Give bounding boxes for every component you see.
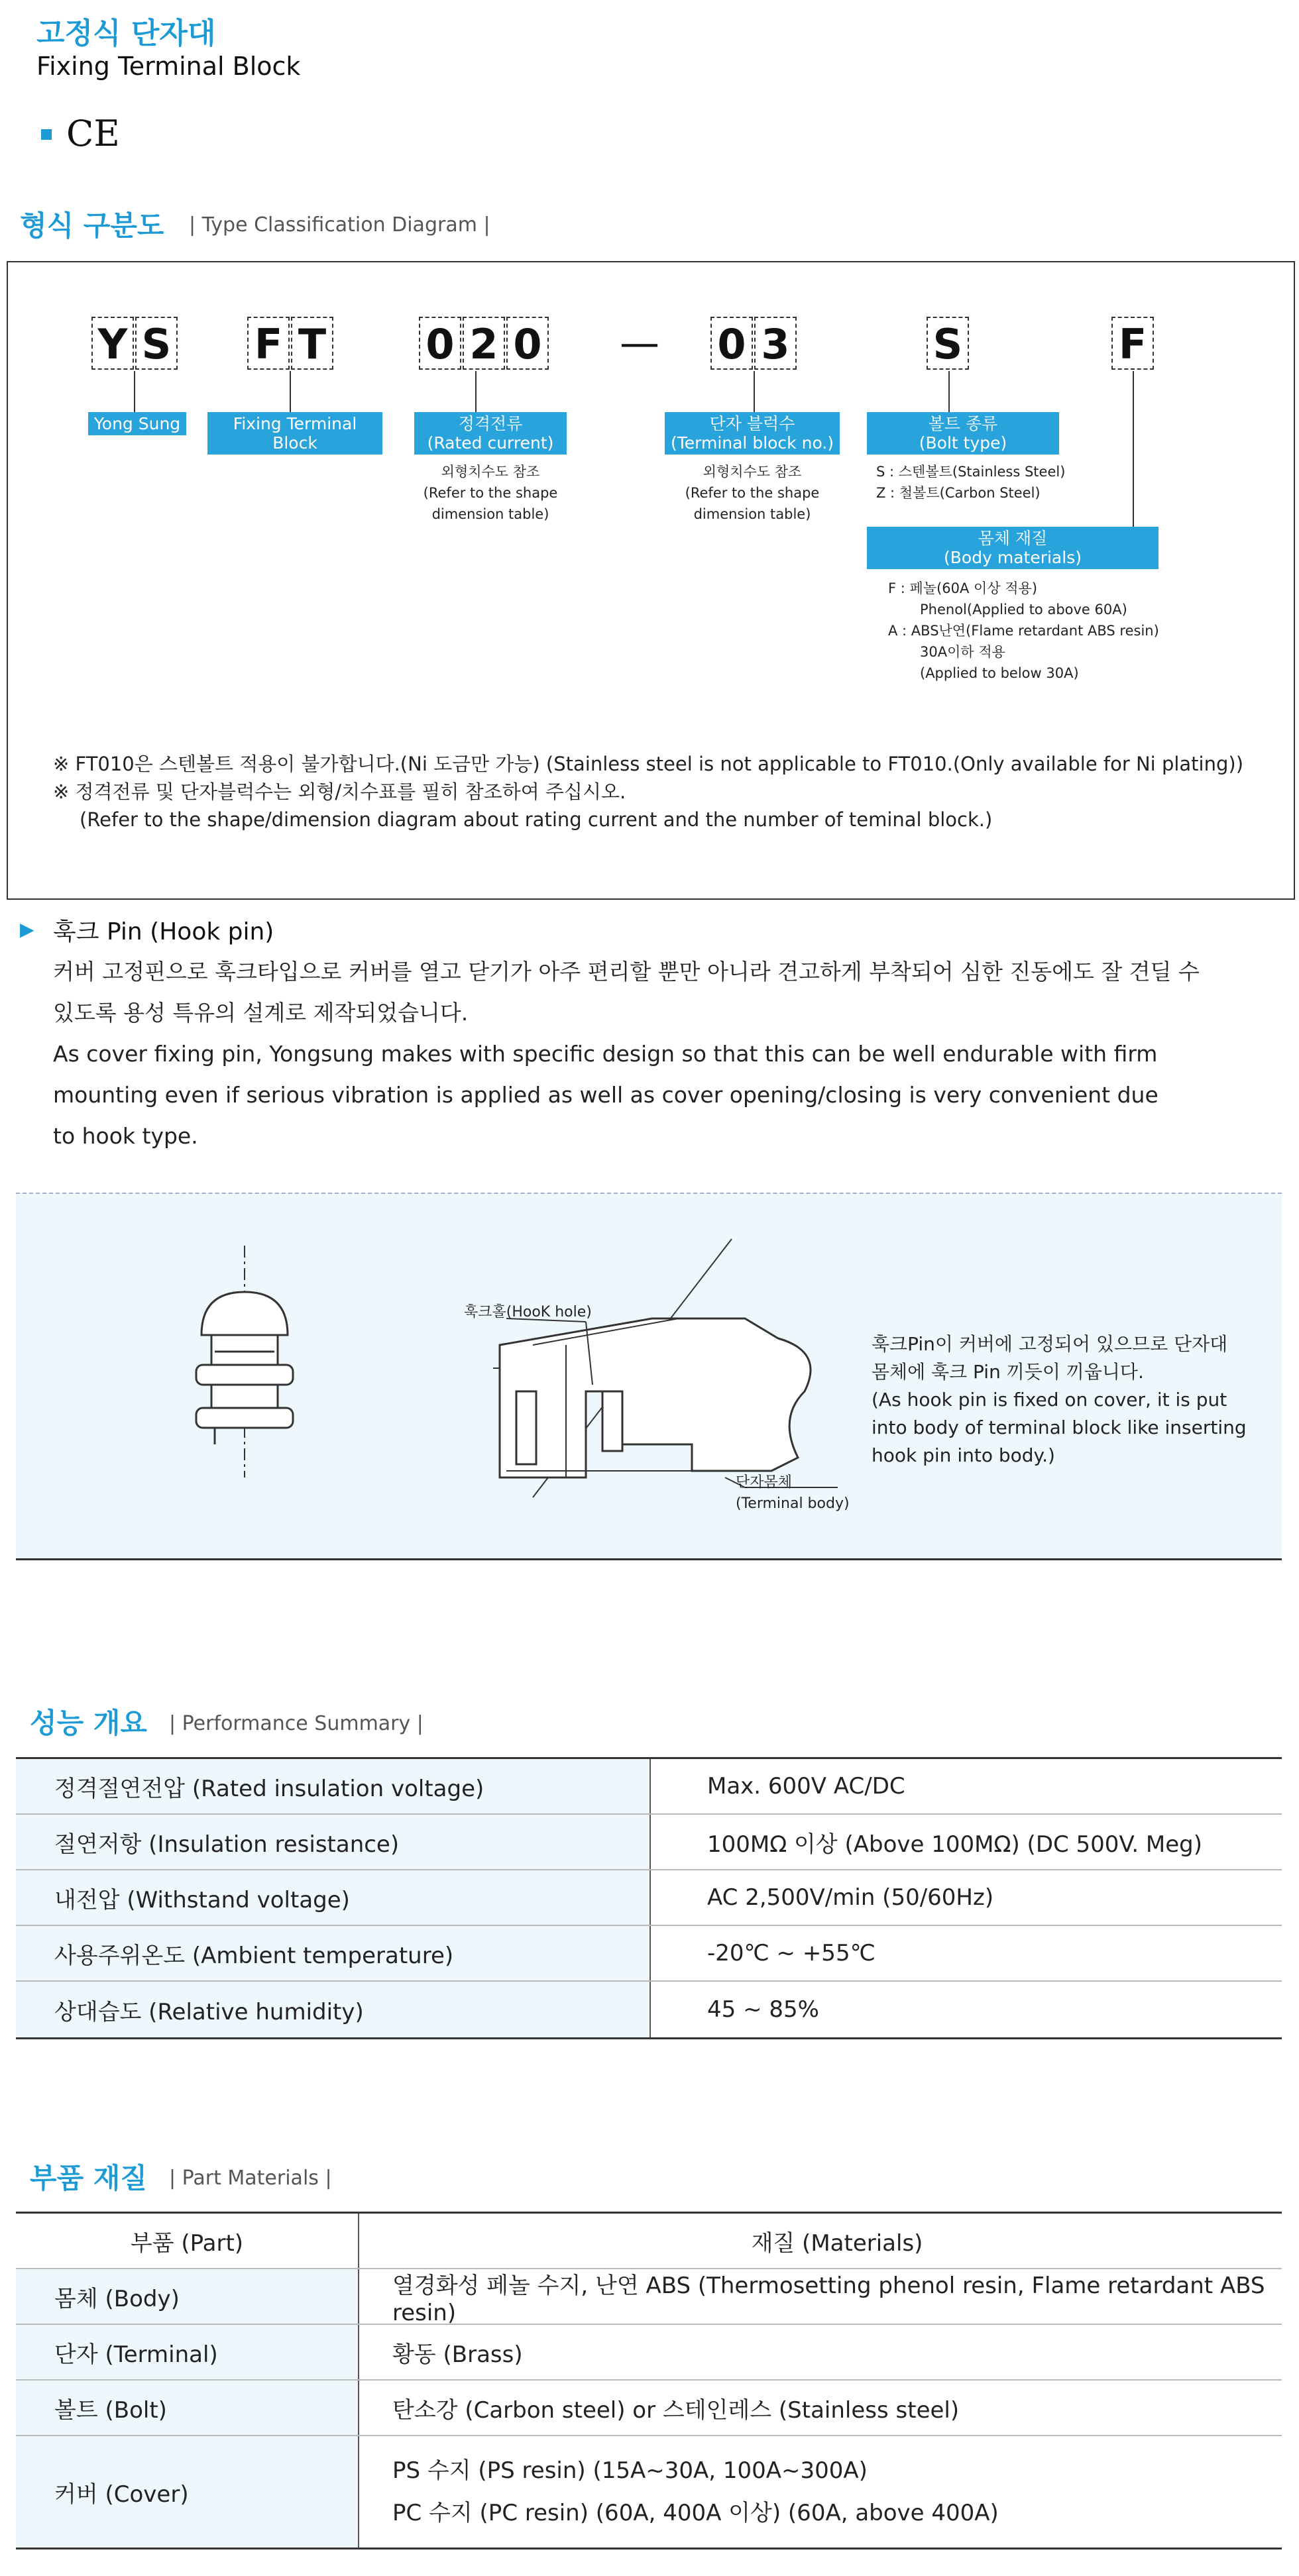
table-row bbox=[16, 2269, 1282, 2325]
header-part: 부품 (Part) bbox=[16, 2214, 359, 2268]
performance-title: 성능 개요 bbox=[30, 1707, 147, 1739]
code-char-t: T bbox=[291, 317, 333, 370]
performance-item: 상대습도 (Relative humidity) bbox=[16, 1982, 651, 2037]
label-body-en: (Body materials) bbox=[944, 548, 1082, 567]
code-body: F bbox=[1111, 317, 1154, 370]
bolt-options: S : 스텐볼트(Stainless Steel) Z : 철볼트(Carbon Steel) bbox=[876, 464, 1066, 501]
table-row bbox=[16, 1982, 1282, 2037]
label-bolt-type bbox=[867, 412, 1059, 455]
hook-pin-description: 커버 고정핀으로 훅크타입으로 커버를 열고 닫기가 아주 편리할 뿐만 아니라 견고하게 부착되어 심한 진동에도 잘 견딜 수 있도록 용성 특유의 설계로 제작되었습니다. As cover fixing pin, Yongsung makes with specific design so that this can be well endurable with firm mounting even if serious vibration is applied as well as cover opening/closing is very convenient due to hook type. bbox=[53, 959, 1200, 1149]
body-options: F : 페놀(60A 이상 적용) Phenol(Applied to above 60A) A : ABS난연(Flame retardant ABS resin) 30A이하 적용 (Applied to below 30A) bbox=[888, 580, 1159, 681]
table-row bbox=[16, 2325, 1282, 2381]
table-row bbox=[16, 2436, 1282, 2548]
label-blocks-en: (Terminal block no.) bbox=[670, 433, 834, 453]
page-title-korean: 고정식 단자대 bbox=[36, 17, 216, 50]
part-name: 커버 (Cover) bbox=[16, 2436, 359, 2548]
label-bolt-en: (Bolt type) bbox=[919, 433, 1007, 453]
label-body-ko: 몸체 재질 bbox=[978, 529, 1048, 548]
page-title-english: Fixing Terminal Block bbox=[36, 52, 301, 81]
materials-subtitle: | Part Materials | bbox=[169, 2167, 332, 2190]
part-material: 열경화성 페놀 수지, 난연 ABS (Thermosetting phenol resin, Flame retardant ABS resin) bbox=[392, 2272, 1265, 2326]
code-char-y: Y bbox=[91, 317, 134, 370]
part-name: 단자 (Terminal) bbox=[16, 2325, 359, 2379]
table-row bbox=[16, 1815, 1282, 1870]
rated-current-note: 외형치수도 참조 (Refer to the shape dimension table) bbox=[423, 464, 558, 522]
code-dash: — bbox=[620, 320, 659, 366]
performance-item: 정격절연전압 (Rated insulation voltage) bbox=[16, 1759, 651, 1813]
code-current-3: 0 bbox=[506, 317, 549, 370]
code-block-2: 3 bbox=[754, 317, 797, 370]
label-body-materials bbox=[867, 527, 1158, 569]
code-current-2: 2 bbox=[463, 317, 505, 370]
blocks-note: 외형치수도 참조 (Refer to the shape dimension table) bbox=[685, 464, 820, 522]
performance-value: AC 2,500V/min (50/60Hz) bbox=[707, 1884, 994, 1911]
code-current-1: 0 bbox=[419, 317, 461, 370]
code-char-s: S bbox=[135, 317, 178, 370]
performance-value: 45 ~ 85% bbox=[707, 1996, 819, 2023]
part-material: 탄소강 (Carbon steel) or 스테인레스 (Stainless steel) bbox=[392, 2396, 960, 2424]
performance-value: -20℃ ~ +55℃ bbox=[707, 1940, 875, 1966]
hook-pin-heading: 훅크 Pin (Hook pin) bbox=[53, 918, 274, 945]
label-fixing-terminal-block: Fixing Terminal Block bbox=[207, 412, 382, 455]
part-name: 몸체 (Body) bbox=[16, 2269, 359, 2324]
hook-pin-diagram-description: 훅크Pin이 커버에 고정되어 있으므로 단자대 몸체에 훅크 Pin 끼듯이 끼웁니다. (As hook pin is fixed on cover, it is put into body of terminal block like inserting hook pin into body.) bbox=[872, 1333, 1247, 1466]
performance-value: 100MΩ 이상 (Above 100MΩ) (DC 500V. Meg) bbox=[707, 1831, 1203, 1858]
part-name: 볼트 (Bolt) bbox=[16, 2381, 359, 2435]
type-notes: ※ FT010은 스텐볼트 적용이 불가합니다.(Ni 도금만 가능) (Stainless steel is not applicable to FT010.(Only available for Ni plating)) ※ 정격전류 및 단자블럭수는 외형/치수표를 필히 참조하여 주십시오. (Refer to the shape/dimension diagram about rating current and the number of teminal block.) bbox=[53, 753, 1244, 831]
code-block-1: 0 bbox=[710, 317, 753, 370]
label-rated-current bbox=[414, 412, 567, 455]
label-blocks-ko: 단자 블럭수 bbox=[709, 414, 795, 433]
code-bolt: S bbox=[927, 317, 969, 370]
table-row bbox=[16, 1926, 1282, 1982]
hook-hole-label: 훅크홀(HooK hole) bbox=[464, 1304, 592, 1320]
performance-value: Max. 600V AC/DC bbox=[707, 1773, 905, 1799]
materials-table bbox=[16, 2212, 1282, 2549]
label-rated-current-ko: 정격전류 bbox=[458, 414, 523, 433]
triangle-bullet-icon: ▶ bbox=[20, 918, 34, 940]
type-classification-title: 형식 구분도 bbox=[20, 209, 164, 242]
label-bolt-ko: 볼트 종류 bbox=[928, 414, 998, 433]
performance-table bbox=[16, 1757, 1282, 2039]
part-material: 황동 (Brass) bbox=[392, 2341, 523, 2368]
materials-title: 부품 재질 bbox=[30, 2162, 147, 2194]
table-row bbox=[16, 2381, 1282, 2436]
ce-mark-icon: CE bbox=[66, 113, 120, 154]
terminal-body-label: 단자몸체 (Terminal body) bbox=[736, 1474, 850, 1512]
header-material: 재질 (Materials) bbox=[359, 2214, 1282, 2268]
table-header-row bbox=[16, 2214, 1282, 2269]
label-rated-current-en: (Rated current) bbox=[427, 433, 554, 453]
label-terminal-block-no bbox=[665, 412, 840, 455]
performance-subtitle: | Performance Summary | bbox=[169, 1712, 424, 1735]
performance-item: 사용주위온도 (Ambient temperature) bbox=[16, 1926, 651, 1980]
performance-item: 절연저항 (Insulation resistance) bbox=[16, 1815, 651, 1869]
table-row bbox=[16, 1759, 1282, 1815]
code-char-f: F bbox=[247, 317, 290, 370]
performance-item: 내전압 (Withstand voltage) bbox=[16, 1870, 651, 1925]
type-classification-subtitle: | Type Classification Diagram | bbox=[189, 213, 490, 237]
label-yong-sung: Yong Sung bbox=[88, 412, 186, 435]
table-row bbox=[16, 1870, 1282, 1926]
part-material: PS 수지 (PS resin) (15A~30A, 100A~300A) PC 수지 (PC resin) (60A, 400A 이상) (60A, above 400A) bbox=[392, 2457, 999, 2526]
